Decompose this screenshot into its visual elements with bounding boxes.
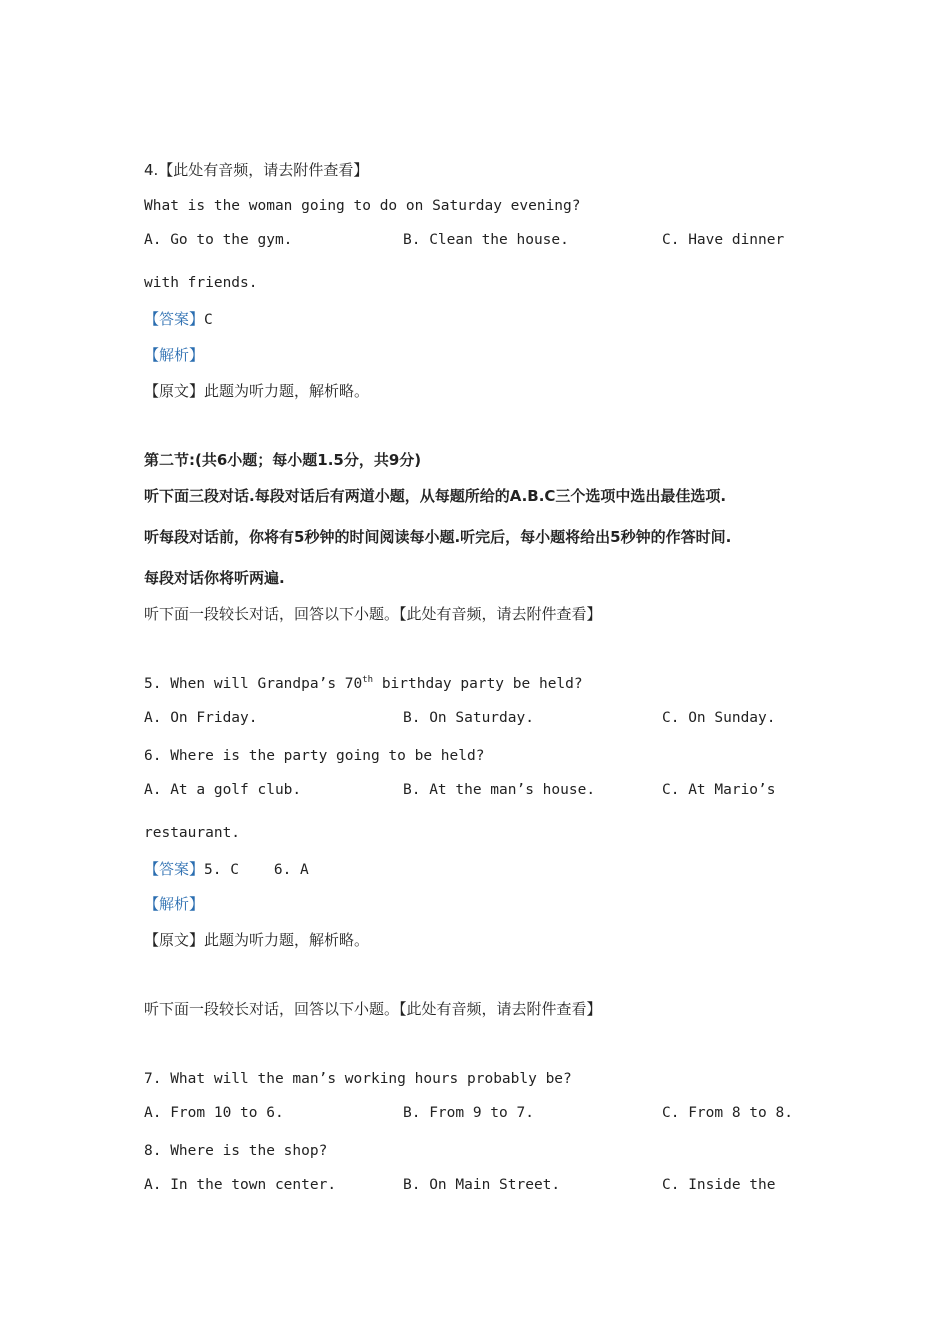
q8-option-a: A. In the town center. <box>144 1177 337 1193</box>
q7-option-c: C. From 8 to 8. <box>662 1105 793 1121</box>
q6-option-b: B. At the man’s house. <box>403 782 596 798</box>
q56-answer <box>144 859 309 880</box>
section2-heading: 第二节:(共6小题；每小题1.5分，共9分) <box>144 451 422 469</box>
section2-instruction-2: 听每段对话前，你将有5秒钟的时间阅读每小题.听完后，每小题将给出5秒钟的作答时间. <box>144 528 732 546</box>
answer-tag: 【答案】 <box>144 860 205 878</box>
q5-option-c: C. On Sunday. <box>662 710 776 726</box>
listen-prompt-2: 听下面一段较长对话，回答以下小题。【此处有音频，请去附件查看】 <box>144 1000 602 1018</box>
q5-question <box>144 674 583 694</box>
answer-value: C <box>204 312 213 328</box>
q5-question-superscript: th <box>362 675 374 685</box>
q5-option-a: A. On Friday. <box>144 710 258 726</box>
q6-option-c-continued: restaurant. <box>144 825 241 841</box>
q5-question-start: 5. When will Grandpa’s 70 <box>144 676 363 692</box>
q5-options <box>0 710 950 730</box>
q6-option-a: A. At a golf club. <box>144 782 302 798</box>
q8-option-b: B. On Main Street. <box>403 1177 561 1193</box>
listen-prompt-1: 听下面一段较长对话，回答以下小题。【此处有音频，请去附件查看】 <box>144 605 602 623</box>
q4-option-b: B. Clean the house. <box>403 232 569 248</box>
q6-option-c: C. At Mario’s <box>662 782 776 798</box>
q4-options <box>0 232 950 252</box>
q4-option-c: C. Have dinner <box>662 232 785 248</box>
q4-source: 【原文】此题为听力题，解析略。 <box>144 382 370 400</box>
q4-option-c-continued: with friends. <box>144 275 258 291</box>
q8-question: 8. Where is the shop? <box>144 1143 328 1159</box>
q6-question: 6. Where is the party going to be held? <box>144 748 485 764</box>
q6-options <box>0 782 950 802</box>
q56-source: 【原文】此题为听力题，解析略。 <box>144 931 370 949</box>
q56-analysis-tag: 【解析】 <box>144 895 205 913</box>
q4-title: 4.【此处有音频，请去附件查看】 <box>144 161 369 179</box>
q7-options <box>0 1105 950 1125</box>
section2-instruction-1: 听下面三段对话.每段对话后有两道小题，从每题所给的A.B.C三个选项中选出最佳选项. <box>144 487 727 505</box>
q4-question: What is the woman going to do on Saturday evening? <box>144 198 581 214</box>
q4-option-a: A. Go to the gym. <box>144 232 293 248</box>
answer-value: 5. C 6. A <box>204 862 309 878</box>
q8-option-c: C. Inside the <box>662 1177 776 1193</box>
q7-option-b: B. From 9 to 7. <box>403 1105 534 1121</box>
q5-option-b: B. On Saturday. <box>403 710 534 726</box>
q8-options <box>0 1177 950 1197</box>
section2-instruction-3: 每段对话你将听两遍. <box>144 569 285 587</box>
q4-analysis-tag: 【解析】 <box>144 346 205 364</box>
q4-answer <box>144 309 213 330</box>
q7-option-a: A. From 10 to 6. <box>144 1105 284 1121</box>
answer-tag: 【答案】 <box>144 310 205 328</box>
q7-question: 7. What will the man’s working hours probably be? <box>144 1071 572 1087</box>
q5-question-end: birthday party be held? <box>373 676 583 692</box>
